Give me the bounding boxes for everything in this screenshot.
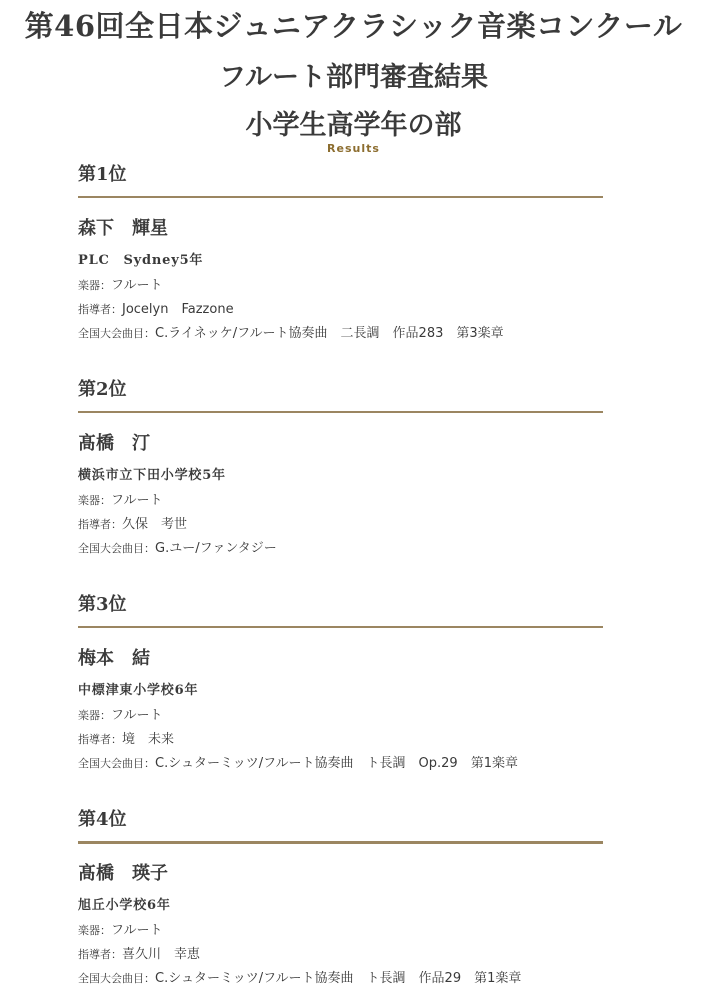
section-divider [78,411,603,413]
instrument-row [78,489,162,508]
section-divider [78,626,603,628]
piece-label: 全国大会曲目： [78,757,155,770]
teacher-label: 指導者： [78,733,122,746]
page-title-line-3: 小学生高学年の部 [245,110,462,141]
piece-row [78,752,518,771]
section-divider [78,841,603,844]
teacher-value: 喜久川 幸恵 [122,947,201,962]
rank-heading: 第4位 [78,809,127,830]
page-title-line-1: 第46回全日本ジュニアクラシック音楽コンクール [24,9,683,43]
piece-value: C.シュターミッツ/フルート協奏曲 ト長調 作品29 第1楽章 [155,971,522,986]
instrument-value: フルート [111,708,163,723]
instrument-row [78,274,162,293]
school-grade: PLC Sydney5年 [78,253,204,268]
piece-row [78,967,521,986]
instrument-label: 楽器： [78,494,111,507]
teacher-value: 境 未来 [122,732,175,747]
instrument-value: フルート [111,278,163,293]
teacher-row [78,943,200,962]
teacher-label: 指導者： [78,948,122,961]
teacher-row [78,513,187,532]
rank-heading: 第3位 [78,594,127,615]
results-subtitle: Results [327,142,380,155]
instrument-label: 楽器： [78,709,111,722]
instrument-row [78,919,162,938]
piece-value: C.ライネッケ/フルート協奏曲 二長調 作品283 第3楽章 [155,326,504,341]
page-title-line-2: フルート部門審査結果 [219,62,488,93]
winner-name: 髙橋 瑛子 [78,863,168,884]
school-grade: 中標津東小学校6年 [78,683,199,698]
piece-row [78,322,504,341]
teacher-label: 指導者： [78,303,122,316]
piece-value: G.ユー/ファンタジー [155,541,277,556]
school-grade: 横浜市立下田小学校5年 [78,468,226,483]
teacher-value: 久保 考世 [122,517,188,532]
rank-heading: 第1位 [78,164,127,185]
piece-label: 全国大会曲目： [78,327,155,340]
instrument-value: フルート [111,493,163,508]
teacher-row [78,298,234,317]
teacher-label: 指導者： [78,518,122,531]
section-divider [78,196,603,198]
school-grade: 旭丘小学校6年 [78,898,171,913]
piece-row [78,537,277,556]
teacher-value: Jocelyn Fazzone [122,302,234,317]
instrument-label: 楽器： [78,924,111,937]
piece-label: 全国大会曲目： [78,972,155,985]
piece-label: 全国大会曲目： [78,542,155,555]
instrument-label: 楽器： [78,279,111,292]
piece-value: C.シュターミッツ/フルート協奏曲 ト長調 Op.29 第1楽章 [155,756,518,771]
instrument-row [78,704,162,723]
teacher-row [78,728,174,747]
winner-name: 森下 輝星 [78,218,168,239]
winner-name: 梅本 結 [78,648,150,669]
winner-name: 髙橋 汀 [78,433,150,454]
rank-heading: 第2位 [78,379,127,400]
instrument-value: フルート [111,923,163,938]
